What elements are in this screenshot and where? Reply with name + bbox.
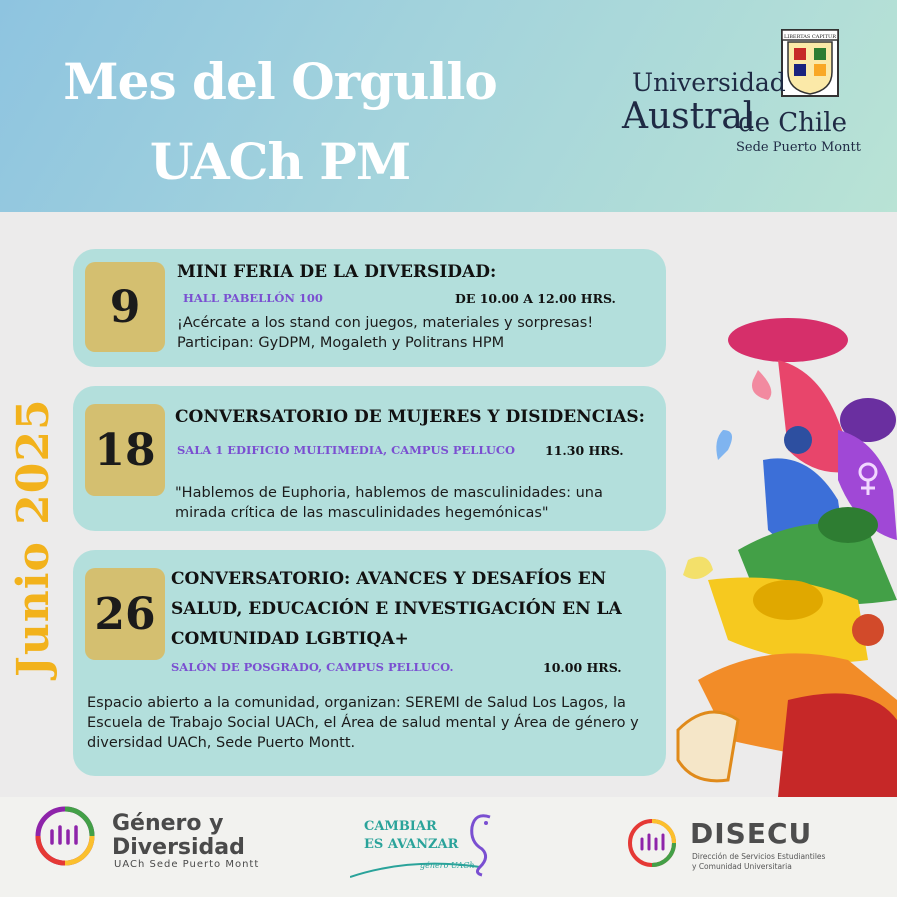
event-time: 10.00 HRS. (543, 660, 622, 675)
event-place: HALL PABELLÓN 100 (183, 291, 323, 305)
disecu-line-1: Dirección de Servicios Estudiantiles (692, 852, 826, 861)
disecu-logo-icon (626, 817, 678, 869)
event-place: SALÓN DE POSGRADO, CAMPUS PELLUCO. (171, 660, 454, 674)
ca-line-2: ES AVANZAR (364, 837, 459, 852)
university-line-2: Austral (622, 96, 755, 137)
event-time: 11.30 HRS. (545, 443, 624, 458)
university-line-1: Universidad (632, 68, 786, 97)
footer (0, 797, 897, 897)
event-description: ¡Acércate a los stand con juegos, materiales y sorpresas! Participan: GyDPM, Mogaleth y Politrans HPM (177, 315, 594, 351)
gd-line-2: Diversidad (112, 835, 245, 860)
event-place: SALA 1 EDIFICIO MULTIMEDIA, CAMPUS PELLUCO (177, 443, 516, 457)
event-day: 18 (85, 404, 165, 496)
disecu-title: DISECU (690, 817, 813, 850)
university-logo (618, 28, 878, 168)
event-description: Espacio abierto a la comunidad, organizan: SEREMI de Salud Los Lagos, la Escuela de Trabajo Social UACh, el Área de salud mental y Área de género y diversidad UACh, Sede Puerto Montt. (87, 695, 639, 751)
crest-motto: LIBERTAS CAPITUR (783, 34, 837, 40)
header-banner (0, 0, 897, 212)
university-line-4: Sede Puerto Montt (736, 140, 861, 155)
event-title: CONVERSATORIO DE MUJERES Y DISIDENCIAS: (175, 407, 645, 427)
event-card-3 (73, 550, 666, 776)
event-day: 9 (85, 262, 165, 352)
disecu-line-2: y Comunidad Universitaria (692, 862, 792, 871)
event-title: MINI FERIA DE LA DIVERSIDAD: (177, 262, 497, 282)
title-line-1: Mes del Orgullo (63, 52, 497, 111)
ca-line-1: CAMBIAR (364, 819, 437, 834)
gd-line-1: Género y (112, 811, 224, 836)
event-time: DE 10.00 A 12.00 HRS. (455, 291, 616, 306)
ca-line-3: género UACh (420, 861, 475, 870)
event-day: 26 (85, 568, 165, 660)
genero-diversidad-logo-icon (34, 805, 96, 867)
event-description: "Hablemos de Euphoria, hablemos de masculinidades: una mirada crítica de las masculinidades hegemónicas" (175, 485, 603, 521)
university-line-3: de Chile (738, 108, 847, 138)
event-card-2 (73, 386, 666, 531)
event-title: CONVERSATORIO: AVANCES Y DESAFÍOS EN SALUD, EDUCACIÓN E INVESTIGACIÓN EN LA COMUNIDAD LGBTIQA+ (171, 569, 622, 649)
diverse-people-illustration (668, 300, 897, 797)
gd-line-3: UACh Sede Puerto Montt (114, 859, 260, 870)
title-line-2: UACh PM (149, 132, 411, 191)
side-date: Junio 2025 (8, 398, 59, 677)
event-card-1 (73, 249, 666, 367)
university-crest-icon (780, 28, 840, 98)
